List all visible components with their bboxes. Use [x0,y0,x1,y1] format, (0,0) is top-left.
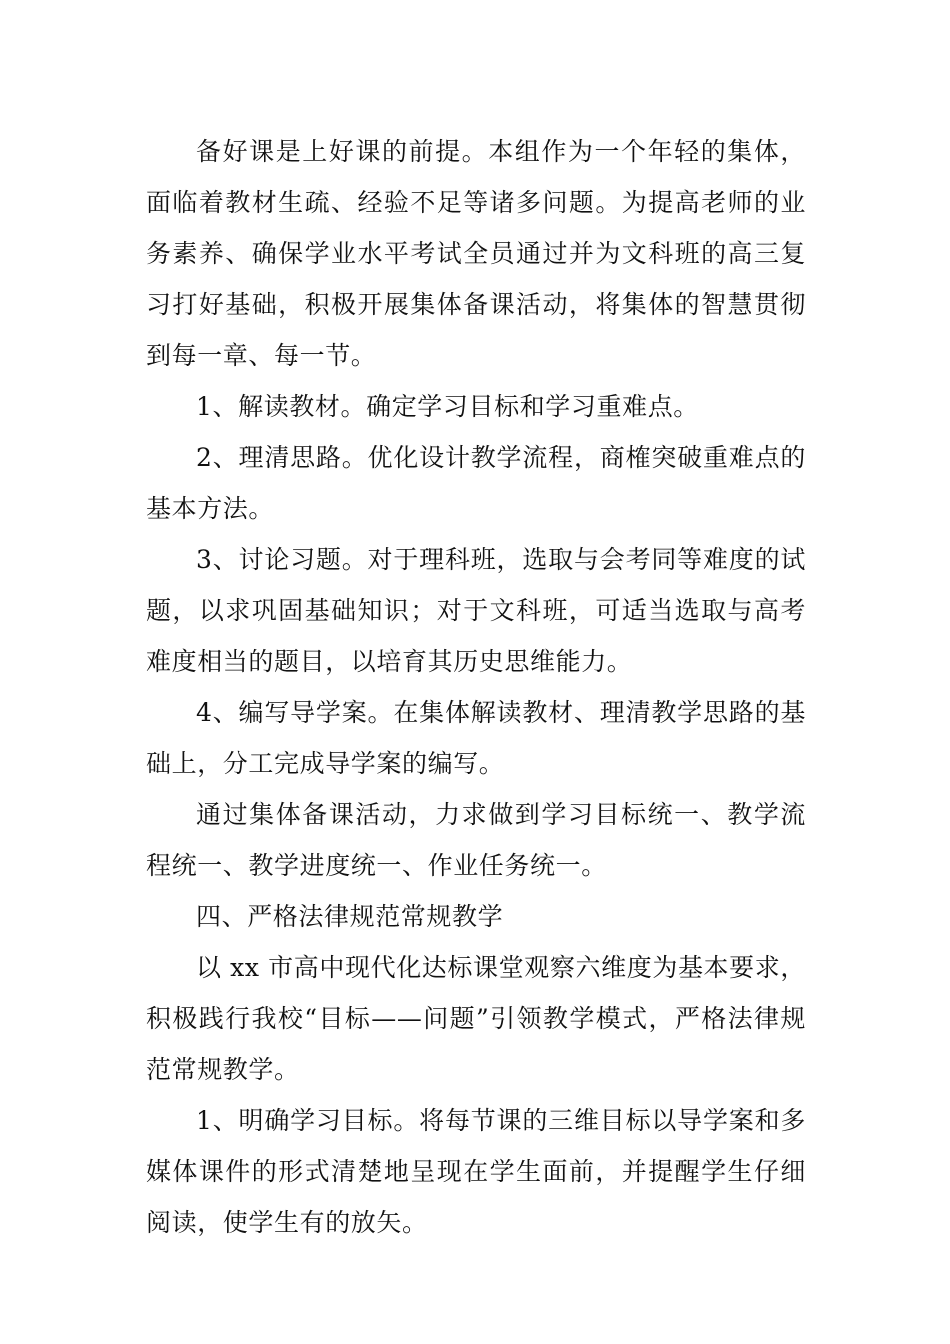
section-heading-four: 四、严格法律规范常规教学 [196,902,504,931]
paragraph-unification-goal: 通过集体备课活动，力求做到学习目标统一、教学流程统一、教学进度统一、作业任务统一。 [146,800,806,880]
paragraph-item-1-textbook: 1、解读教材。确定学习目标和学习重难点。 [196,392,699,421]
paragraph-item-2-approach: 2、理清思路。优化设计教学流程，商榷突破重难点的基本方法。 [146,443,806,523]
paragraph-item-3-exercises: 3、讨论习题。对于理科班，选取与会考同等难度的试题，以求巩固基础知识；对于文科班，可适当选取与高考难度相当的题目，以培育其历史思维能力。 [146,545,806,676]
paragraph-item-1-objectives: 1、明确学习目标。将每节课的三维目标以导学案和多媒体课件的形式清楚地呈现在学生面前，并提醒学生仔细阅读，使学生有的放矢。 [146,1106,806,1237]
document-body [146,126,806,1248]
paragraph-teaching-requirements: 以 xx 市高中现代化达标课堂观察六维度为基本要求，积极践行我校“目标——问题”引领教学模式，严格法律规范常规教学。 [146,953,806,1084]
paragraph-collective-lesson-prep: 备好课是上好课的前提。本组作为一个年轻的集体，面临着教材生疏、经验不足等诸多问题。为提高老师的业务素养、确保学业水平考试全员通过并为文科班的高三复习打好基础，积极开展集体备课活动，将集体的智慧贯彻到每一章、每一节。 [146,137,806,370]
paragraph-item-4-study-guide: 4、编写导学案。在集体解读教材、理清教学思路的基础上，分工完成导学案的编写。 [146,698,806,778]
